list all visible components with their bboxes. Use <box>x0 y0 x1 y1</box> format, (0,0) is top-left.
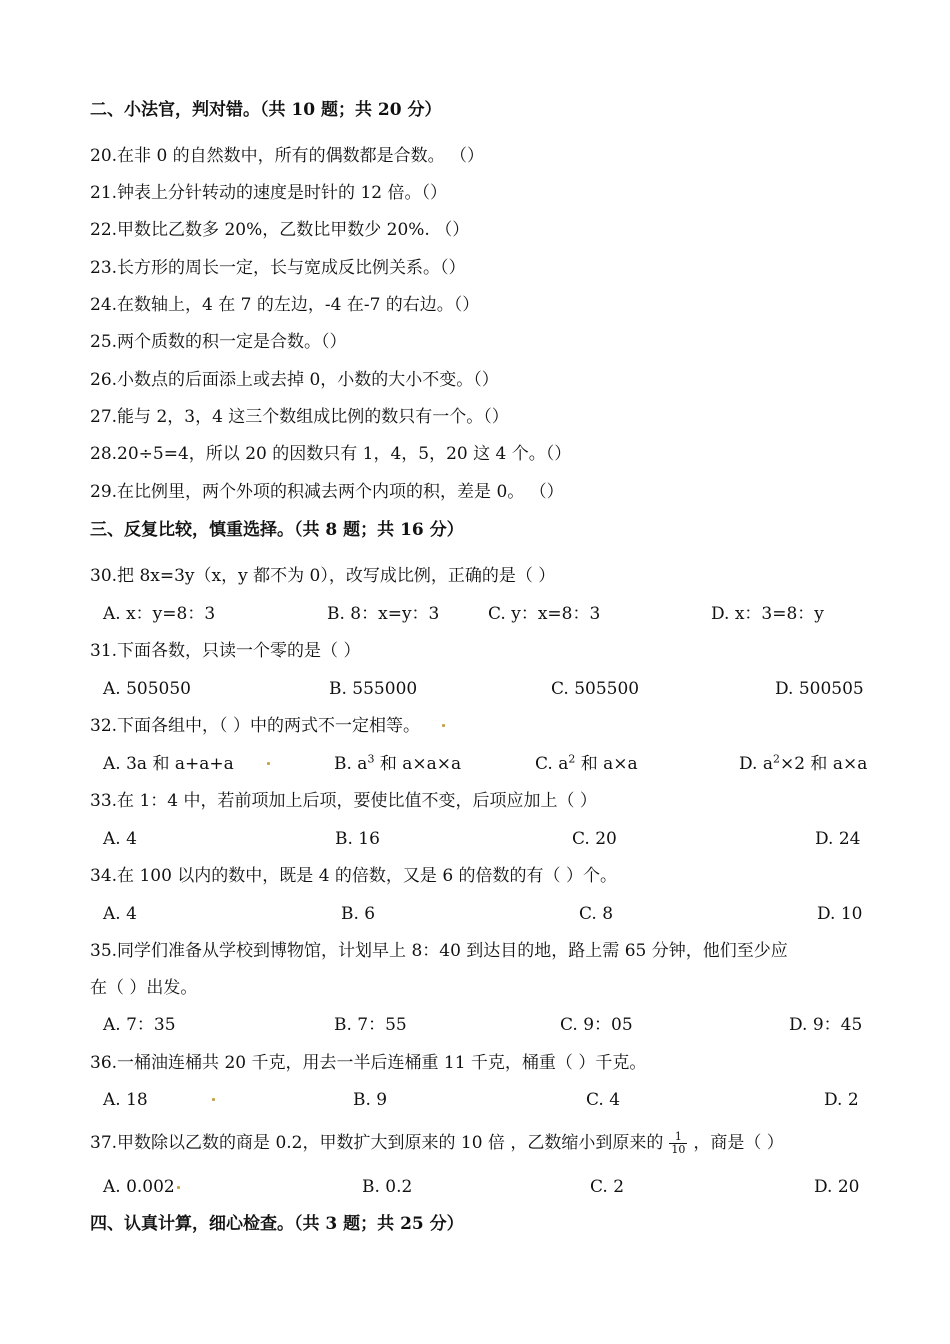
option-c: C. 4 <box>586 1090 621 1110</box>
question-20: 20.在非 0 的自然数中，所有的偶数都是合数。 （） <box>90 146 485 166</box>
question-29: 29.在比例里，两个外项的积减去两个内项的积，差是 0。 （） <box>90 482 564 502</box>
question-22: 22.甲数比乙数多 20%，乙数比甲数少 20%. （） <box>90 220 470 240</box>
option-a: A. 18 <box>103 1090 148 1110</box>
option-a: A. 0.002 <box>103 1177 175 1197</box>
question-31: 31.下面各数，只读一个零的是（ ） <box>90 641 361 661</box>
option-a: A. x：y=8：3 <box>103 604 216 624</box>
option-c: C. 2 <box>590 1177 625 1197</box>
question-35-options <box>0 1013 950 1037</box>
option-d: D. x：3=8：y <box>711 604 824 624</box>
section-2-heading: 二、小法官，判对错。（共 10 题；共 20 分） <box>90 100 442 120</box>
option-d: D. 500505 <box>775 679 864 699</box>
option-b: B. 9 <box>353 1090 388 1110</box>
section-3-heading: 三、反复比较，慎重选择。（共 8 题；共 16 分） <box>90 520 464 540</box>
option-c: C. 8 <box>579 904 614 924</box>
question-32-options <box>0 752 950 776</box>
question-23: 23.长方形的周长一定，长与宽成反比例关系。（） <box>90 258 466 278</box>
option-b: B. 555000 <box>329 679 418 699</box>
option-b: B. 6 <box>341 904 376 924</box>
option-a: A. 4 <box>103 829 137 849</box>
option-c: C. 505500 <box>551 679 640 699</box>
option-a: A. 505050 <box>103 679 191 699</box>
option-c: C. y：x=8：3 <box>488 604 601 624</box>
option-c: C. $a^2$ 和 a×a <box>535 752 638 774</box>
option-d: D. 24 <box>815 829 861 849</box>
option-b: B. 16 <box>335 829 380 849</box>
question-37-options <box>0 1175 950 1199</box>
question-36: 36.一桶油连桶共 20 千克，用去一半后连桶重 11 千克，桶重（ ）千克。 <box>90 1053 647 1073</box>
question-28: 28.20÷5=4，所以 20 的因数只有 1，4，5，20 这 4 个。（） <box>90 444 572 464</box>
question-34: 34.在 100 以内的数中，既是 4 的倍数，又是 6 的倍数的有（ ）个。 <box>90 866 617 886</box>
option-b: B. 8：x=y：3 <box>327 604 440 624</box>
section-4-heading: 四、认真计算，细心检查。（共 3 题；共 25 分） <box>90 1214 464 1234</box>
option-d: D. $a^2\times 2$ 和 a×a <box>739 752 868 774</box>
question-33-options <box>0 827 950 851</box>
scan-speck <box>442 724 445 727</box>
option-d: D. 20 <box>814 1177 860 1197</box>
question-31-options <box>0 677 950 701</box>
scan-speck <box>177 1186 180 1189</box>
option-b: B. 0.2 <box>362 1177 413 1197</box>
option-c: C. 9：05 <box>560 1015 633 1035</box>
question-21: 21.钟表上分针转动的速度是时针的 12 倍。（） <box>90 183 447 203</box>
option-a: A. 4 <box>103 904 137 924</box>
scan-speck <box>267 762 270 765</box>
question-34-options <box>0 902 950 926</box>
option-c: C. 20 <box>572 829 617 849</box>
question-37: 37.甲数除以乙数的商是 0.2，甲数扩大到原来的 10 倍 ，乙数缩小到原来的 $\frac{1}{10}$ ，商是（ ） <box>90 1130 784 1156</box>
question-25: 25.两个质数的积一定是合数。（） <box>90 332 347 352</box>
question-30: 30.把 8x=3y（x，y 都不为 0），改写成比例，正确的是（ ） <box>90 566 556 586</box>
option-d: D. 10 <box>817 904 863 924</box>
question-27: 27.能与 2，3，4 这三个数组成比例的数只有一个。（） <box>90 407 509 427</box>
option-d: D. 2 <box>824 1090 859 1110</box>
question-32: 32.下面各组中，（ ）中的两式不一定相等。 <box>90 716 420 736</box>
question-35-line-1: 35.同学们准备从学校到博物馆，计划早上 8：40 到达目的地，路上需 65 分钟，他们至少应 <box>90 941 788 961</box>
question-24: 24.在数轴上，4 在 7 的左边，-4 在-7 的右边。（） <box>90 295 480 315</box>
question-26: 26.小数点的后面添上或去掉 0，小数的大小不变。（） <box>90 370 499 390</box>
scan-speck <box>212 1098 215 1101</box>
option-a: A. 7：35 <box>103 1015 176 1035</box>
option-b: B. $a^3$ 和 a×a×a <box>334 752 462 774</box>
question-35-line-2: 在（ ）出发。 <box>90 978 198 998</box>
question-36-options <box>0 1088 950 1112</box>
option-a: A. 3a 和 a+a+a <box>103 754 234 774</box>
question-33: 33.在 1：4 中，若前项加上后项，要使比值不变，后项应加上（ ） <box>90 791 597 811</box>
option-d: D. 9：45 <box>789 1015 863 1035</box>
question-30-options <box>0 602 950 626</box>
fraction-one-tenth: $\frac{1}{10}$ <box>671 1130 686 1156</box>
option-b: B. 7：55 <box>334 1015 407 1035</box>
